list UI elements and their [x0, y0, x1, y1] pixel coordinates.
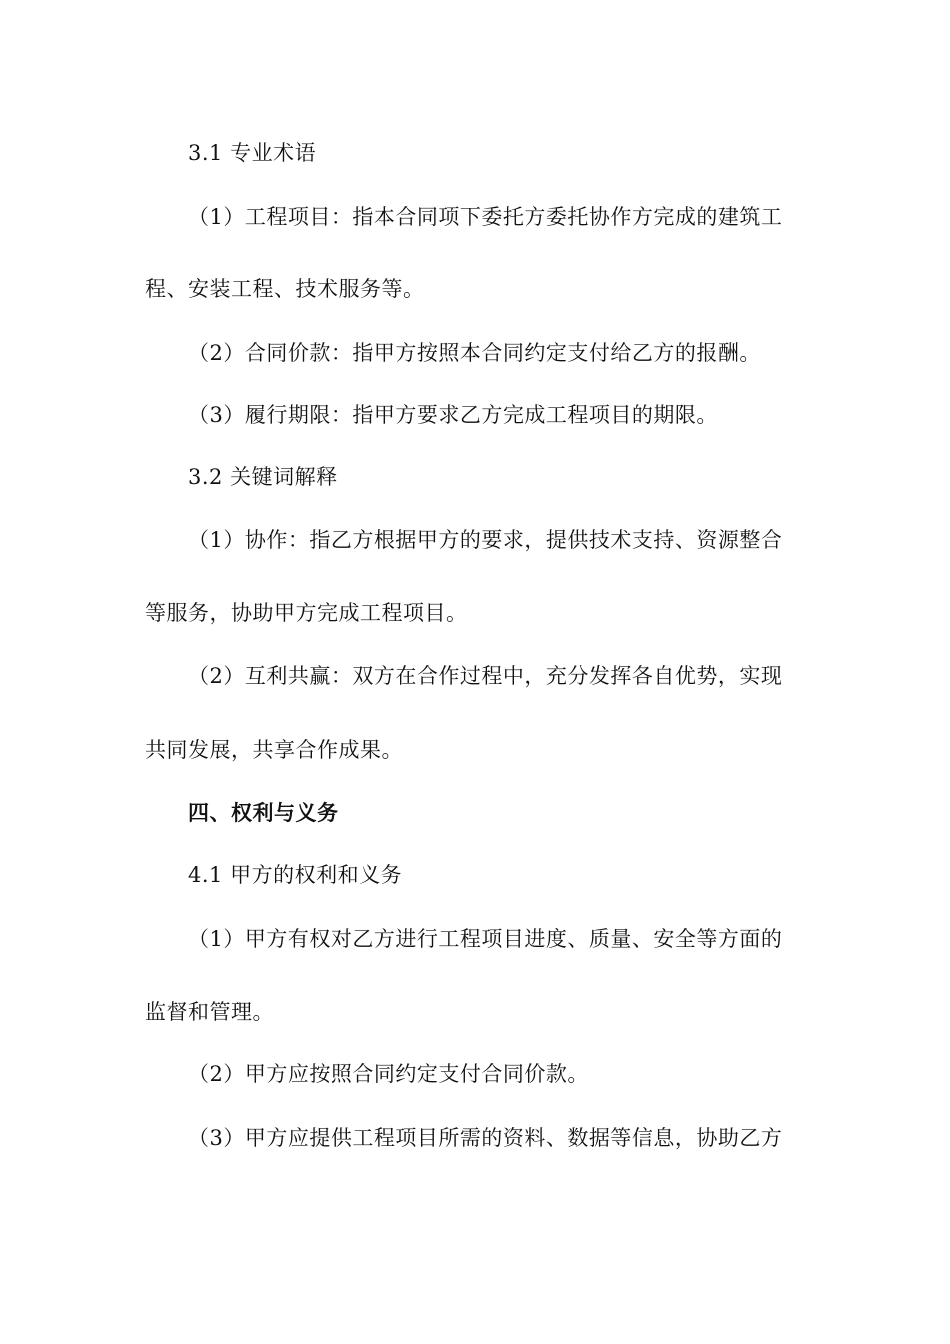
paragraph-line: 等服务，协助甲方完成工程项目。	[145, 601, 468, 625]
section-4-1-heading: 4.1 甲方的权利和义务	[188, 863, 403, 887]
chapter-4-heading: 四、权利与义务	[188, 800, 339, 825]
paragraph-line: （1）工程项目：指本合同项下委托方委托协作方完成的建筑工	[188, 205, 783, 229]
paragraph-line: （2）甲方应按照合同约定支付合同价款。	[188, 1062, 589, 1086]
paragraph-line: 监督和管理。	[145, 1000, 274, 1024]
paragraph-line: （1）协作：指乙方根据甲方的要求，提供技术支持、资源整合	[188, 528, 783, 552]
section-3-2-heading: 3.2 关键词解释	[188, 465, 338, 489]
section-3-1-heading: 3.1 专业术语	[188, 141, 317, 165]
paragraph-line: 共同发展，共享合作成果。	[145, 738, 403, 762]
paragraph-line: （2）互利共赢：双方在合作过程中，充分发挥各自优势，实现	[188, 664, 783, 688]
paragraph-line: （2）合同价款：指甲方按照本合同约定支付给乙方的报酬。	[188, 341, 761, 365]
paragraph-line: （3）甲方应提供工程项目所需的资料、数据等信息，协助乙方	[188, 1126, 783, 1150]
paragraph-line: （1）甲方有权对乙方进行工程项目进度、质量、安全等方面的	[188, 927, 783, 951]
paragraph-line: （3）履行期限：指甲方要求乙方完成工程项目的期限。	[188, 403, 718, 427]
paragraph-line: 程、安装工程、技术服务等。	[145, 277, 425, 301]
